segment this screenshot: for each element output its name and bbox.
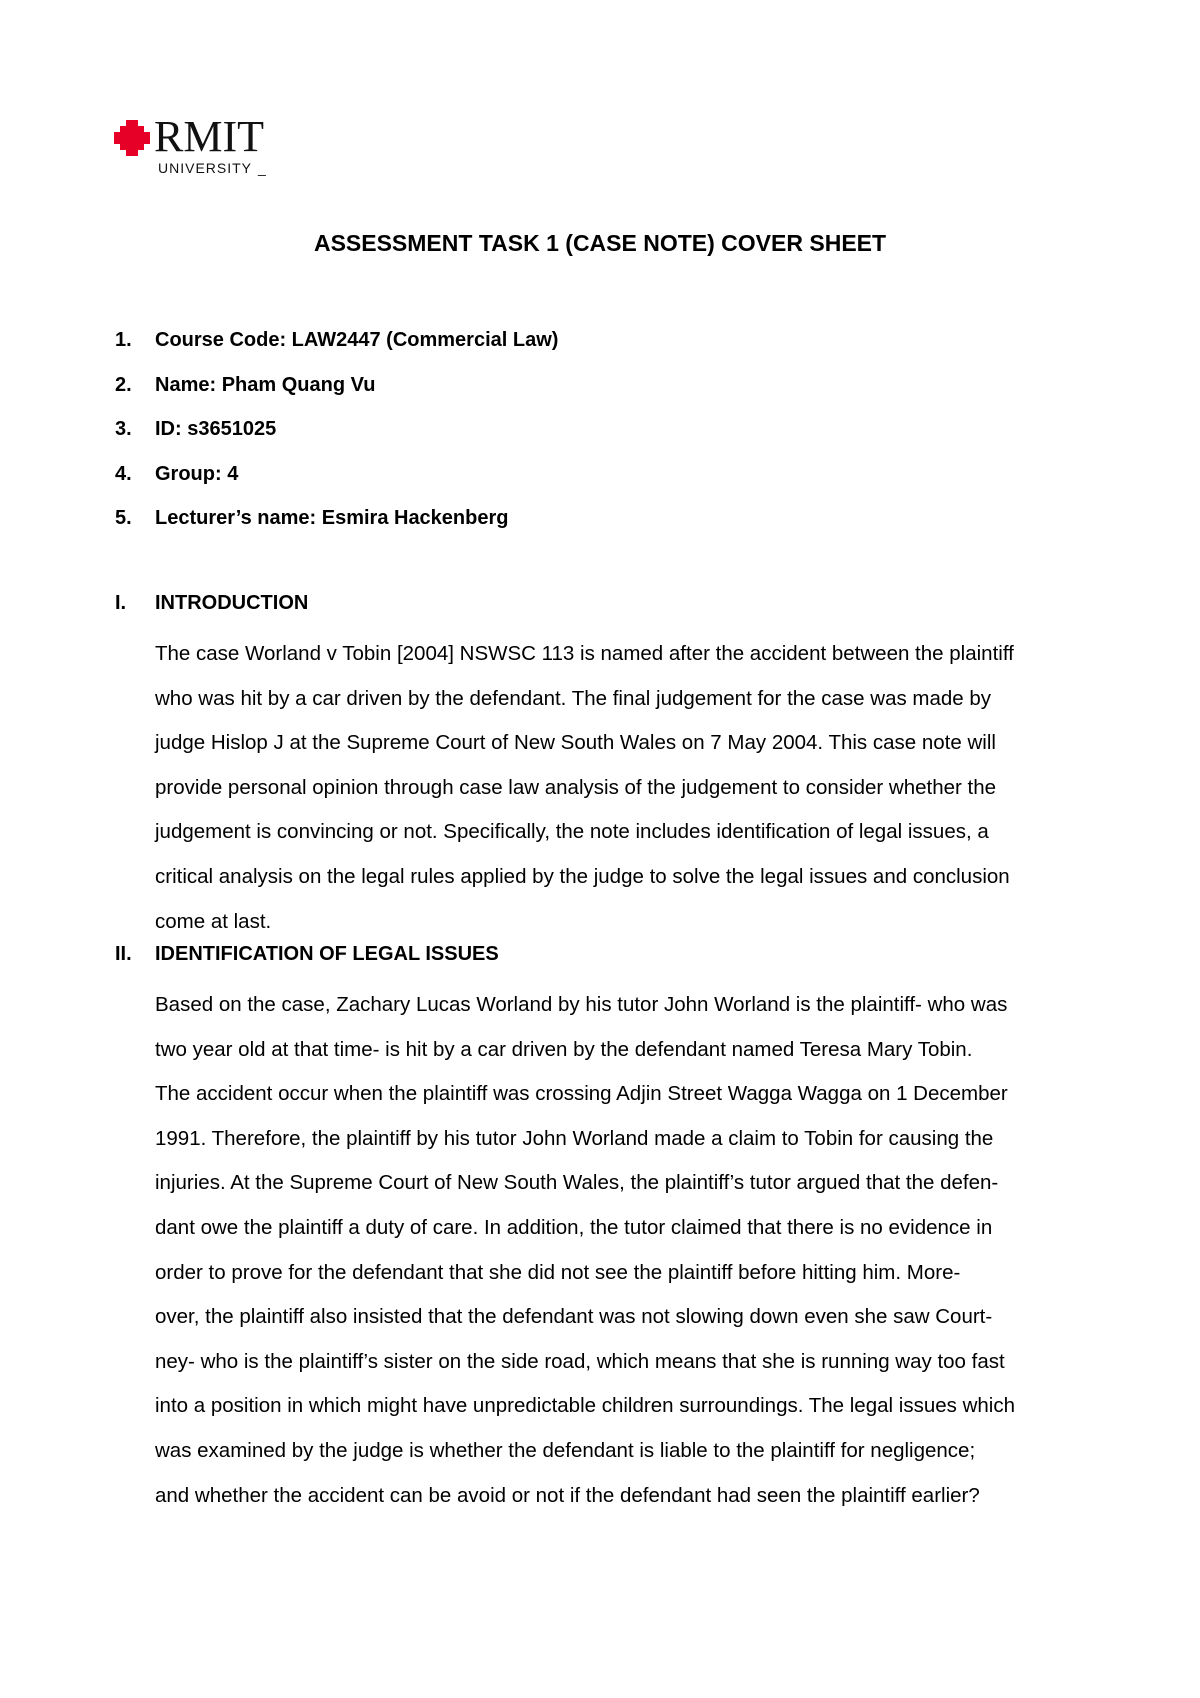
logo-subtitle: UNIVERSITY _	[158, 160, 267, 176]
section-paragraph	[155, 632, 1105, 944]
paragraph-line: judgement is convincing or not. Specifically, the note includes identification of legal issues, a	[155, 820, 989, 844]
paragraph-line: order to prove for the defendant that she did not see the plaintiff before hitting him. More-	[155, 1260, 961, 1284]
section-title: IDENTIFICATION OF LEGAL ISSUES	[155, 943, 499, 965]
paragraph-line: over, the plaintiff also insisted that the defendant was not slowing down even she saw Court-	[155, 1305, 993, 1329]
paragraph-line: 1991. Therefore, the plaintiff by his tutor John Worland made a claim to Tobin for causing the	[155, 1126, 994, 1150]
paragraph-line: come at last.	[155, 909, 272, 933]
info-item-number: 2.	[115, 373, 132, 396]
paragraph-line: injuries. At the Supreme Court of New South Wales, the plaintiff’s tutor argued that the defen-	[155, 1171, 999, 1195]
info-item-number: 5.	[115, 507, 132, 529]
info-item-number: 3.	[115, 418, 132, 440]
info-item-text: Course Code: LAW2447 (Commercial Law)	[155, 329, 559, 351]
paragraph-line: and whether the accident can be avoid or not if the defendant had seen the plaintiff earlier?	[155, 1483, 980, 1507]
info-item	[115, 370, 1095, 415]
rmit-pixel-mark-icon	[112, 118, 152, 158]
paragraph-line: dant owe the plaintiff a duty of care. In addition, the tutor claimed that there is no evidence in	[155, 1215, 993, 1239]
section-number: I.	[115, 592, 127, 614]
paragraph-line: ney- who is the plaintiff’s sister on the side road, which means that she is running way too fast	[155, 1349, 1005, 1373]
section-legal-issues	[115, 939, 1095, 1518]
info-item	[115, 503, 1095, 548]
info-item-number: 1.	[115, 329, 132, 351]
section-heading	[115, 588, 1095, 632]
cover-info-list	[115, 325, 1095, 548]
info-item-text: ID: s3651025	[155, 418, 277, 440]
info-item	[115, 414, 1095, 459]
paragraph-line: was examined by the judge is whether the defendant is liable to the plaintiff for negligence;	[155, 1438, 976, 1462]
section-introduction	[115, 588, 1095, 944]
page-title: ASSESSMENT TASK 1 (CASE NOTE) COVER SHEET	[313, 230, 887, 256]
paragraph-line: into a position in which might have unpredictable children surroundings. The legal issues which	[155, 1394, 1015, 1418]
logo-subtitle-text: UNIVERSITY	[158, 160, 253, 176]
section-paragraph	[155, 983, 1105, 1518]
info-item-text: Group: 4	[155, 462, 239, 485]
logo-wordmark: RMIT	[154, 112, 264, 161]
section-heading	[115, 939, 1095, 983]
info-item-text: Lecturer’s name: Esmira Hackenberg	[155, 507, 509, 529]
paragraph-line: provide personal opinion through case law analysis of the judgement to consider whether the	[155, 775, 997, 799]
paragraph-line: judge Hislop J at the Supreme Court of New South Wales on 7 May 2004. This case note will	[155, 731, 996, 755]
paragraph-line: The case Worland v Tobin [2004] NSWSC 113 is named after the accident between the plaintiff	[155, 642, 1014, 665]
info-item	[115, 459, 1095, 504]
rmit-logo	[112, 114, 282, 176]
info-item-text: Name: Pham Quang Vu	[155, 373, 376, 396]
paragraph-line: who was hit by a car driven by the defendant. The final judgement for the case was made by	[155, 686, 992, 710]
paragraph-line: Based on the case, Zachary Lucas Worland by his tutor John Worland is the plaintiff- who was	[155, 993, 1008, 1016]
paragraph-line: The accident occur when the plaintiff was crossing Adjin Street Wagga Wagga on 1 December	[155, 1082, 1008, 1106]
info-item-number: 4.	[115, 462, 132, 485]
info-item	[115, 325, 1095, 370]
paragraph-line: critical analysis on the legal rules applied by the judge to solve the legal issues and conclusion	[155, 864, 1010, 888]
paragraph-line: two year old at that time- is hit by a car driven by the defendant named Teresa Mary Tobin.	[155, 1037, 973, 1061]
section-title: INTRODUCTION	[155, 592, 309, 614]
section-number: II.	[115, 943, 132, 965]
